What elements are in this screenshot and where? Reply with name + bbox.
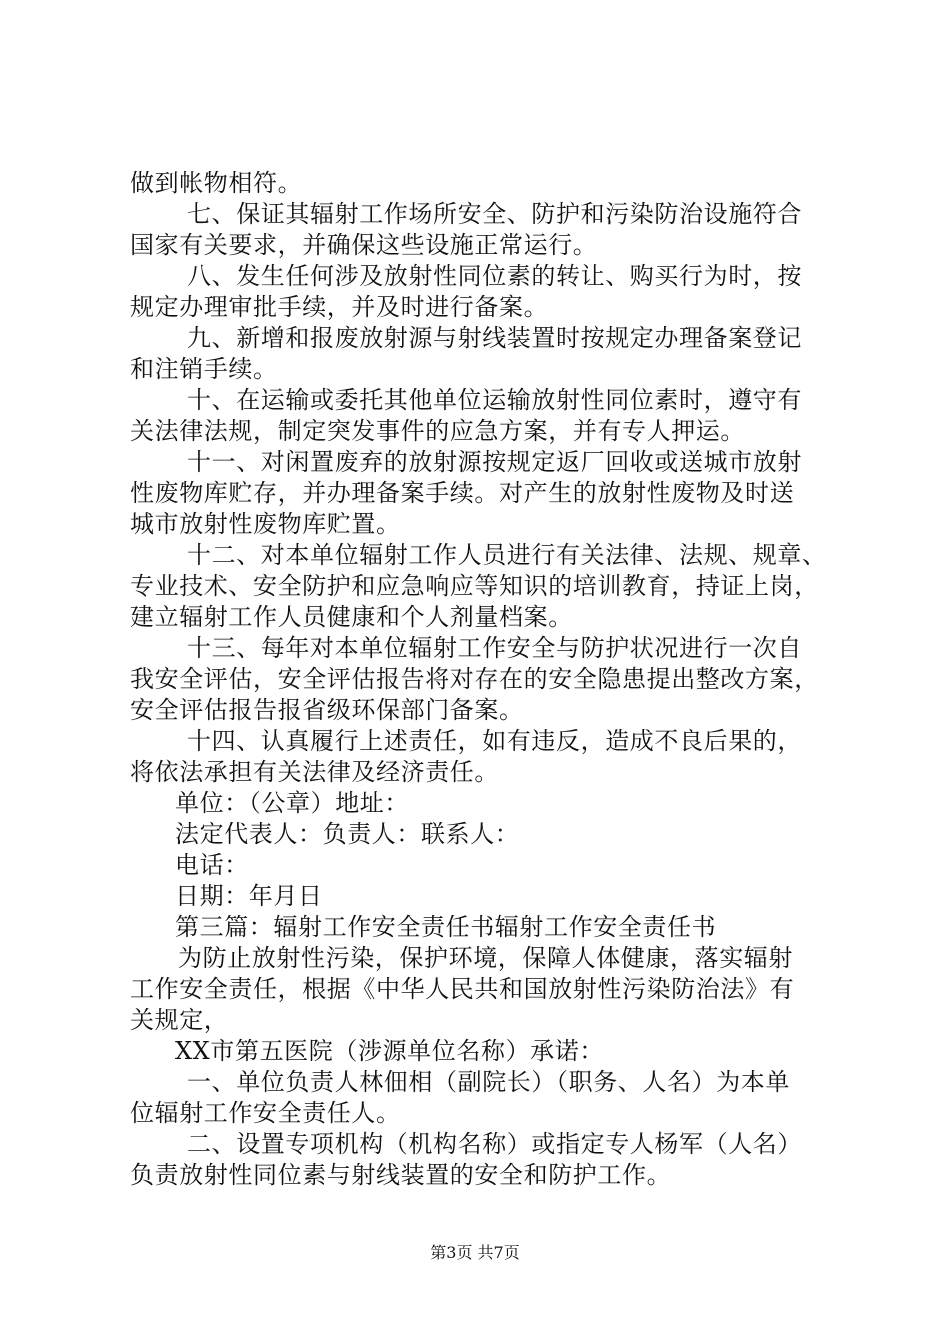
text-line: 城市放射性废物库贮置。 xyxy=(130,510,401,538)
text-line: 国家有关要求，并确保这些设施正常运行。 xyxy=(130,231,598,259)
document-body xyxy=(130,168,840,1191)
text-line: 规定办理审批手续，并及时进行备案。 xyxy=(130,293,549,321)
text-line: 八、发生任何涉及放射性同位素的转让、购买行为时，按 xyxy=(187,262,802,290)
text-line: 安全评估报告报省级环保部门备案。 xyxy=(130,696,524,724)
text-line: 电话： xyxy=(175,851,249,879)
text-line: 七、保证其辐射工作场所安全、防护和污染防治设施符合 xyxy=(187,200,802,228)
text-line: 二、设置专项机构（机构名称）或指定专人杨军（人名） xyxy=(187,1130,802,1158)
text-line: 我安全评估，安全评估报告将对存在的安全隐患提出整改方案， xyxy=(130,665,819,693)
text-line: 法定代表人：负责人：联系人： xyxy=(175,820,520,848)
text-line: 位辐射工作安全责任人。 xyxy=(130,1099,401,1127)
text-line: 第三篇：辐射工作安全责任书辐射工作安全责任书 xyxy=(175,913,717,941)
text-line: 九、新增和报废放射源与射线装置时按规定办理备案登记 xyxy=(187,324,802,352)
text-line: 做到帐物相符。 xyxy=(130,169,303,197)
text-line: 负责放射性同位素与射线装置的安全和防护工作。 xyxy=(130,1161,672,1189)
text-line: XX市第五医院（涉源单位名称）承诺： xyxy=(175,1037,604,1065)
page-footer: 第3页 共7页 xyxy=(430,1243,520,1262)
text-line: 十四、认真履行上述责任，如有违反，造成不良后果的， xyxy=(187,727,802,755)
text-line: 工作安全责任，根据《中华人民共和国放射性污染防治法》有 xyxy=(130,975,795,1003)
text-line: 关规定， xyxy=(130,1006,229,1034)
text-line: 和注销手续。 xyxy=(130,355,278,383)
text-line: 建立辐射工作人员健康和个人剂量档案。 xyxy=(130,603,573,631)
text-line: 为防止放射性污染，保护环境，保障人体健康，落实辐射 xyxy=(178,944,793,972)
text-line: 十一、对闲置废弃的放射源按规定返厂回收或送城市放射 xyxy=(187,448,802,476)
text-line: 日期：年月日 xyxy=(175,882,323,910)
text-line: 关法律法规，制定突发事件的应急方案，并有专人押运。 xyxy=(130,417,745,445)
text-line: 单位：（公章）地址： xyxy=(175,789,409,817)
text-line: 专业技术、安全防护和应急响应等知识的培训教育，持证上岗， xyxy=(130,572,819,600)
text-line: 十三、每年对本单位辐射工作安全与防护状况进行一次自 xyxy=(187,634,802,662)
text-line: 一、单位负责人林佃相（副院长）（职务、人名）为本单 xyxy=(187,1068,790,1096)
text-line: 十、在运输或委托其他单位运输放射性同位素时，遵守有 xyxy=(187,386,802,414)
text-line: 十二、对本单位辐射工作人员进行有关法律、法规、规章、 xyxy=(187,541,827,569)
text-line: 将依法承担有关法律及经济责任。 xyxy=(130,758,499,786)
text-line: 性废物库贮存，并办理备案手续。对产生的放射性废物及时送 xyxy=(130,479,795,507)
